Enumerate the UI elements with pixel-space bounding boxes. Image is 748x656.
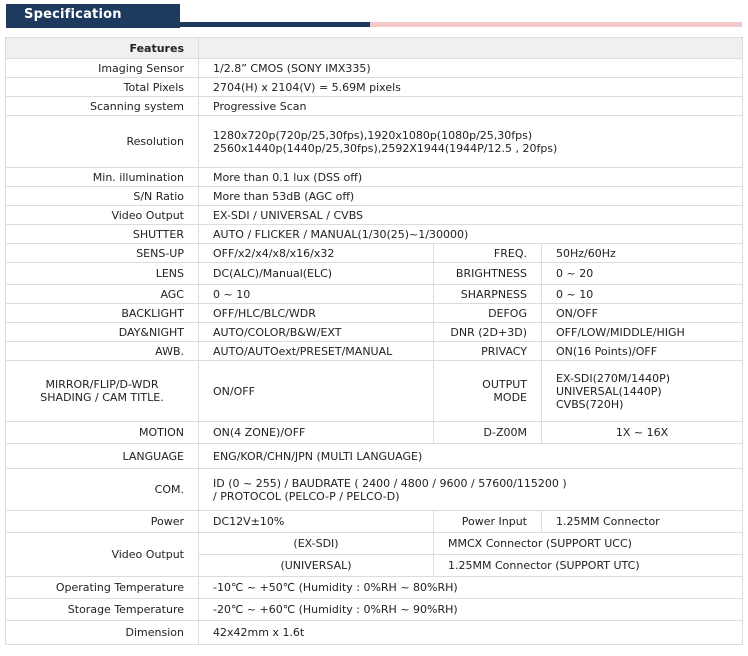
table-row: Resolution 1280x720p(720p/25,30fps),1920x1080p(1080p/25,30fps) 2560x1440p(1440p/25,30fps),2592X1944(1944P/12.5 , 20fps) <box>6 116 743 168</box>
table-row: MOTION ON(4 ZONE)/OFF D-Z00M 1X ~ 16X <box>6 422 743 444</box>
header-rule-dark <box>180 22 370 27</box>
table-row: BACKLIGHT OFF/HLC/BLC/WDR DEFOG ON/OFF <box>6 304 743 323</box>
table-row: COM. ID (0 ~ 255) / BAUDRATE ( 2400 / 4800 / 9600 / 57600/115200 ) / PROTOCOL (PELCO-P / PELCO-D) <box>6 469 743 511</box>
table-row: Storage Temperature -20℃ ~ +60℃ (Humidity : 0%RH ~ 90%RH) <box>6 599 743 621</box>
table-row: Video Output EX-SDI / UNIVERSAL / CVBS <box>6 206 743 225</box>
table-row: (UNIVERSAL) 1.25MM Connector (SUPPORT UTC) <box>6 555 743 577</box>
table-header-row <box>6 38 743 59</box>
table-row: S/N Ratio More than 53dB (AGC off) <box>6 187 743 206</box>
spec-table <box>5 37 743 645</box>
page-title: Specification <box>24 7 122 22</box>
table-row: Imaging Sensor 1/2.8” CMOS (SONY IMX335) <box>6 59 743 78</box>
table-row: DAY&NIGHT AUTO/COLOR/B&W/EXT DNR (2D+3D) OFF/LOW/MIDDLE/HIGH <box>6 323 743 342</box>
table-row: SENS-UP OFF/x2/x4/x8/x16/x32 FREQ. 50Hz/60Hz <box>6 244 743 263</box>
table-row: Scanning system Progressive Scan <box>6 97 743 116</box>
table-row: Total Pixels 2704(H) x 2104(V) = 5.69M pixels <box>6 78 743 97</box>
header-rule-light <box>370 22 742 27</box>
table-row: MIRROR/FLIP/D-WDR SHADING / CAM TITLE. ON/OFF OUTPUT MODE EX-SDI(270M/1440P) UNIVERSAL(1440P) CVBS(720H) <box>6 361 743 422</box>
features-header: Features <box>6 38 199 59</box>
table-row: LENS DC(ALC)/Manual(ELC) BRIGHTNESS 0 ~ 20 <box>6 263 743 285</box>
table-row: AWB. AUTO/AUTOext/PRESET/MANUAL PRIVACY ON(16 Points)/OFF <box>6 342 743 361</box>
table-row: LANGUAGE ENG/KOR/CHN/JPN (MULTI LANGUAGE) <box>6 444 743 469</box>
table-row: Operating Temperature -10℃ ~ +50℃ (Humidity : 0%RH ~ 80%RH) <box>6 577 743 599</box>
table-row: Video Output (EX-SDI) MMCX Connector (SUPPORT UCC) <box>6 533 743 555</box>
table-row: AGC 0 ~ 10 SHARPNESS 0 ~ 10 <box>6 285 743 304</box>
table-row: Dimension 42x42mm x 1.6t <box>6 621 743 645</box>
table-row: Power DC12V±10% Power Input 1.25MM Connector <box>6 511 743 533</box>
table-row: SHUTTER AUTO / FLICKER / MANUAL(1/30(25)~1/30000) <box>6 225 743 244</box>
table-row: Min. illumination More than 0.1 lux (DSS off) <box>6 168 743 187</box>
